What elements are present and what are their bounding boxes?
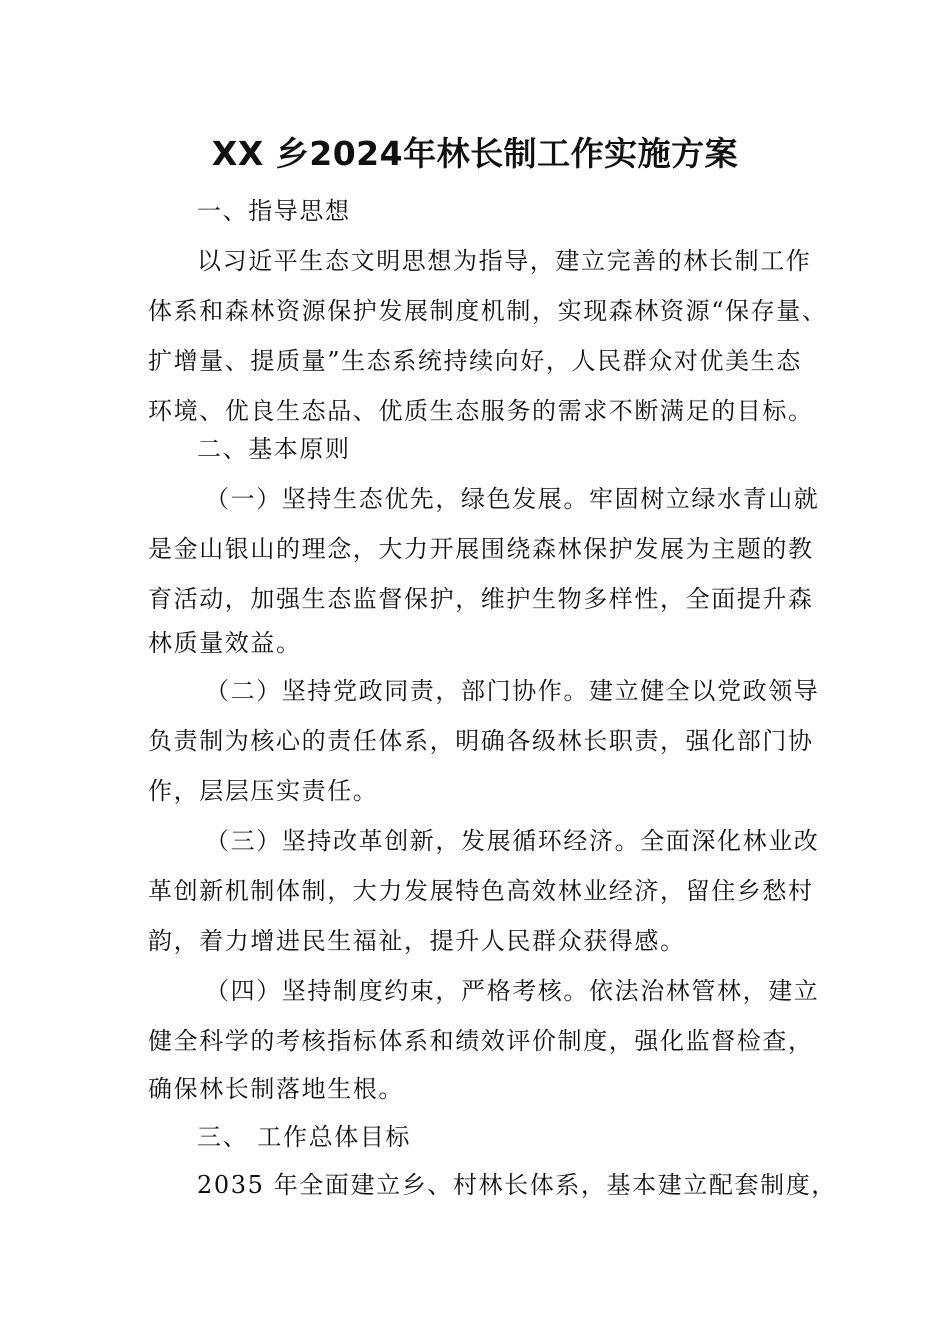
paragraph-line: （一）坚持生态优先，绿色发展。牢固树立绿水青山就 [205,485,820,513]
section-heading-3: 三、 工作总体目标 [197,1123,412,1151]
paragraph-line: 革创新机制体制，大力发展特色高效林业经济，留住乡愁村 [148,877,814,905]
paragraph-line: 体系和森林资源保护发展制度机制，实现森林资源“保存量、 [148,297,828,325]
paragraph-line: 林质量效益。 [148,629,302,657]
paragraph-line: 扩增量、提质量”生态系统持续向好，人民群众对优美生态 [148,347,802,375]
paragraph-line: 2035 年全面建立乡、村林长体系，基本建立配套制度， [197,1171,837,1199]
paragraph-line: （四）坚持制度约束，严格考核。依法治林管林，建立 [205,977,820,1005]
document-title: XX 乡2024年林长制工作实施方案 [211,134,739,173]
paragraph-line: 韵，着力增进民生福祉，提升人民群众获得感。 [148,927,686,955]
paragraph-line: 育活动，加强生态监督保护，维护生物多样性，全面提升森 [148,585,814,613]
paragraph-line: 环境、优良生态品、优质生态服务的需求不断满足的目标。 [148,397,814,425]
paragraph-line: 负责制为核心的责任体系，明确各级林长职责，强化部门协 [148,727,814,755]
section-heading-2: 二、基本原则 [197,435,351,463]
paragraph-line: 健全科学的考核指标体系和绩效评价制度，强化监督检查， [148,1027,814,1055]
paragraph-line: 确保林长制落地生根。 [148,1075,404,1103]
section-heading-1: 一、指导思想 [197,197,351,225]
paragraph-line: （三）坚持改革创新，发展循环经济。全面深化林业改 [205,827,820,855]
paragraph-line: 是金山银山的理念，大力开展围绕森林保护发展为主题的教 [148,535,814,563]
paragraph-line: （二）坚持党政同责，部门协作。建立健全以党政领导 [205,677,820,705]
paragraph-line: 作，层层压实责任。 [148,777,379,805]
paragraph-line: 以习近平生态文明思想为指导，建立完善的林长制工作 [197,247,812,275]
